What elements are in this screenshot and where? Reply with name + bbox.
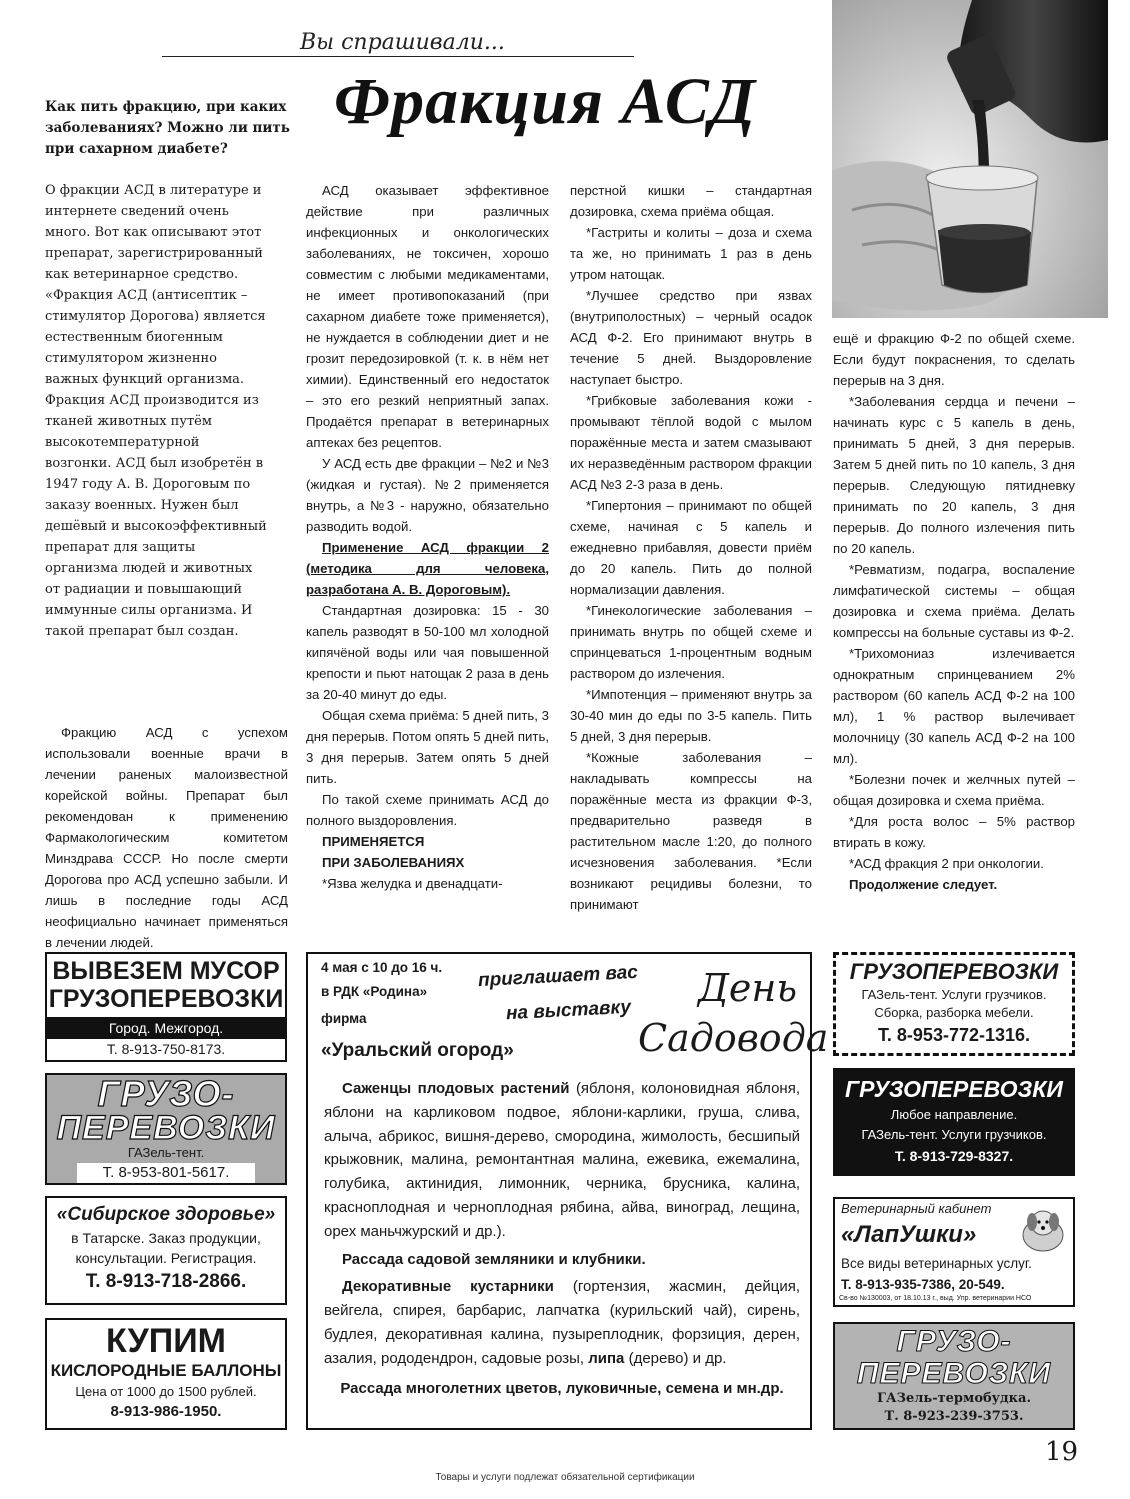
- perennials-line: Рассада многолетних цветов, луковичные, семена и мн.др.: [340, 1379, 784, 1397]
- ad-phone: 8-913-986-1950.: [110, 1403, 222, 1420]
- ad-phone: Т. 8-953-801-5617.: [77, 1163, 255, 1183]
- ad-band: Город. Межгород.: [47, 1017, 285, 1039]
- history-paragraph: Фракцию АСД с успехом использовали военные врачи в лечении раненых малоизвестной корейской войны. Препарат был рекомендован к применению Фармакологическим комитетом Минздрава СССР. Но после смерти Дорогова про АСД успешно забыли. И лишь в последние годы АСД неофициально начинает применяться в лечении людей.: [45, 725, 288, 950]
- paragraph: *АСД фракция 2 при онкологии.: [849, 856, 1044, 871]
- vet-top: Ветеринарный кабинет: [841, 1201, 992, 1216]
- vet-license: Св-во №130003, от 18.10.13 г., выд. Упр. ветеринарии НСО: [839, 1295, 1032, 1302]
- ad-cargo-3: [833, 1068, 1075, 1176]
- ad-title: ГРУЗОПЕРЕВОЗКИ: [48, 985, 284, 1013]
- paragraph: *Кожные заболевания – накладывать компрессы на поражённые места из фракции Ф-3, предварительно разведя в растительном масле 1:20, до полного исчезновения заболевания. *Если возникают рецидивы болезни, то принимают: [570, 750, 812, 912]
- ad-sub: ГАЗель-термобудка.: [877, 1391, 1031, 1406]
- event-venue: в РДК «Родина»: [321, 984, 428, 999]
- paragraph: *Ревматизм, подагра, воспаление лимфатической системы – общая дозировка и схема приёма. Делать компрессы на больные суставы из Ф-2.: [833, 562, 1075, 640]
- ad-title: ГРУЗО-: [896, 1325, 1012, 1358]
- paragraph: *Импотенция – применяют внутрь за 30-40 мин до еды по 3-5 капель. Пить 5 дней, 3 дня перерыв.: [570, 687, 812, 744]
- strawberry-line: Рассада садовой земляники и клубники.: [342, 1250, 646, 1268]
- ad-garden-exhibition: [306, 952, 829, 1430]
- paragraph: *Гастриты и колиты – доза и схема та же, но принимать 1 раз в день утром натощак.: [570, 225, 812, 282]
- column-2: [306, 180, 549, 894]
- ad-phone: Т. 8-923-239-3753.: [884, 1409, 1024, 1424]
- shrubs-text: (гортензия, жасмин, дейция, вейгела, спирея, барбарис, лапчатка (курильский чай), сирень, будлея, декоративная калина, пузыреплодник, форзиция, дерен, азалия, рододендрон, садовые розы,: [324, 1278, 800, 1367]
- paragraph: Стандартная дозировка: 15 - 30 капель разводят в 50-100 мл холодной кипячёной воды или чая повышенной крепости и пьют натощак 2 раза в день за 20-40 минут до еды.: [306, 603, 549, 702]
- vet-services: Все виды ветеринарных услуг.: [841, 1256, 1032, 1271]
- ad-phone: Т. 8-913-718-2866.: [85, 1271, 247, 1292]
- ad-title: «Сибирское здоровье»: [56, 1204, 276, 1225]
- ad-cargo-2: [833, 952, 1075, 1056]
- paragraph: ещё и фракцию Ф-2 по общей схеме. Если будут покраснения, то сделать перерыв на 3 дня.: [833, 331, 1075, 388]
- page-number: 19: [1045, 1437, 1079, 1467]
- vet-phone: Т. 8-913-935-7386, 20-549.: [841, 1277, 1005, 1292]
- event-date: 4 мая с 10 до 16 ч.: [321, 960, 443, 975]
- paragraph: *Заболевания сердца и печени – начинать курс с 5 капель в день, принимать 5 дней, 3 дня перерыв. Затем 5 дней пить по 10 капель, 3 дня перерыв. Следующую пятидневку принимать по 20 капель, 3 дня перерыв. До полного излечения пить по 20 капель.: [833, 394, 1075, 556]
- certification-note: Товары и услуги подлежат обязательной сертификации: [435, 1472, 695, 1483]
- ad-line: в Татарске. Заказ продукции,: [71, 1230, 261, 1246]
- ad-garbage-removal: [45, 952, 287, 1062]
- photo-illustration: [832, 0, 1108, 318]
- shrubs-lipa: липа: [588, 1349, 625, 1367]
- intro-paragraph: О фракции АСД в литературе и интернете сведений очень много. Вот как описывают этот препарат, зарегистрированный как ветеринарное средство. «Фракция АСД (антисептик – стимулятор Дорогова) является естественным биогенным стимулятором жизненно важных функций организма. Фракция АСД производится из тканей животных путём высокотемпературной возгонки. АСД был изобретён в 1947 году А. В. Дороговым по заказу военных. Нужен был дешёвый и высокоэффективный препарат для защиты организма людей и животных от радиации и повышающий иммунные силы организма. И такой препарат был создан.: [45, 183, 267, 639]
- ad-vet-clinic: [833, 1197, 1075, 1307]
- paragraph: *Лучшее средство при язвах (внутриполостных) – черный осадок АСД Ф-2. Его принимают внутрь в течение 5 дней. Выздоровление наступает быстро.: [570, 288, 812, 387]
- shrubs-label: Декоративные кустарники: [342, 1278, 554, 1296]
- ad-title: ГРУЗОПЕРЕВОЗКИ: [845, 1076, 1063, 1102]
- event-firm-label: фирма: [321, 1011, 367, 1026]
- ad-title: ПЕРЕВОЗКИ: [856, 1357, 1052, 1390]
- ad-title: ГРУЗО-: [97, 1073, 235, 1114]
- applies-heading: ПРИМЕНЯЕТСЯ: [322, 834, 425, 849]
- method-heading: Применение АСД фракции 2 (методика для человека, разработана А. В. Дороговым).: [306, 540, 549, 597]
- ad-sub: КИСЛОРОДНЫЕ БАЛЛОНЫ: [50, 1361, 282, 1380]
- ad-phone: Т. 8-953-772-1316.: [877, 1025, 1031, 1045]
- paragraph: *Трихомониаз излечивается однократным спринцеванием 2% раствором (60 капель АСД Ф-2 на 100 мл), 1 % раствор вылечивает молочницу (30 капель АСД Ф-2 на 100 мл).: [833, 646, 1075, 766]
- puppy-icon: [1015, 1205, 1071, 1255]
- ad-phone: Т. 8-913-750-8173.: [106, 1041, 226, 1057]
- ad-cargo-1: [45, 1073, 287, 1185]
- seedlings-text: (яблоня, колоновидная яблоня, яблони на карликовом подвое, яблони-карлики, груша, слива, алыча, абрикос, вишня-дерево, смородина, жимолость, бесшипый крыжовник, малина, ремонтантная малина, ежевика, ежемалина, голубика, актинидия, лимонник, черника, брусника, калина, красноплодная и черноплодная рябина, айва, виноград, лещина, орех маньчжурский и др.).: [324, 1080, 800, 1240]
- invite-text: на выставку: [505, 996, 632, 1025]
- vet-name: «ЛапУшки»: [841, 1221, 977, 1248]
- ad-buy-cylinders: [45, 1318, 287, 1430]
- ad-title: ВЫВЕЗЕМ МУСОР: [52, 957, 280, 985]
- firm-name: «Уральский огород»: [321, 1040, 514, 1061]
- continued-note: Продолжение следует.: [849, 877, 998, 892]
- ad-sub: ГАЗель-тент.: [127, 1145, 205, 1160]
- paragraph: По такой схеме принимать АСД до полного выздоровления.: [306, 792, 549, 828]
- column-3: [570, 180, 812, 915]
- seedlings-label: Саженцы плодовых растений: [342, 1080, 570, 1097]
- ad-body: [324, 1077, 800, 1400]
- ad-price: Цена от 1000 до 1500 рублей.: [75, 1384, 257, 1399]
- paragraph: перстной кишки – стандартная дозировка, схема приёма общая.: [570, 183, 812, 219]
- section-kicker: Вы спрашивали...: [300, 30, 505, 55]
- seedlings-paragraph: [324, 1077, 800, 1244]
- paragraph: *Гинекологические заболевания – принимать внутрь по общей схеме и спринцеваться 1-процентным водным раствором до излечения.: [570, 603, 812, 681]
- applies-heading: ПРИ ЗАБОЛЕВАНИЯХ: [322, 855, 465, 870]
- ad-phone: Т. 8-913-729-8327.: [894, 1148, 1014, 1164]
- paragraph: *Гипертония – принимают по общей схеме, начиная с 5 капель и ежедневно прибавляя, довести приём до 20 капель. Пить до полной нормализации давления.: [570, 498, 812, 597]
- paragraph: У АСД есть две фракции – №2 и №3 (жидкая и густая). №2 применяется внутрь, а №3 - наружно, обязательно разводить водой.: [306, 456, 549, 534]
- column-4: [833, 328, 1075, 895]
- ad-line: Любое направление.: [890, 1107, 1018, 1122]
- event-title: Садовода: [638, 1016, 829, 1060]
- ad-line: ГАЗель-тент. Услуги грузчиков.: [861, 1127, 1047, 1142]
- ad-title: КУПИМ: [106, 1322, 226, 1360]
- photo-pouring-liquid: [832, 0, 1108, 318]
- ad-line: Сборка, разборка мебели.: [874, 1005, 1034, 1020]
- paragraph: *Болезни почек и желчных путей – общая дозировка и схема приёма.: [833, 772, 1075, 808]
- ad-line: ГАЗель-тент. Услуги грузчиков.: [861, 987, 1047, 1002]
- column-1-intro: [45, 180, 270, 642]
- paragraph: *Язва желудка и двенадцати-: [322, 876, 503, 891]
- column-1-history: [45, 722, 288, 953]
- shrubs-paragraph: [324, 1275, 800, 1370]
- paragraph: Общая схема приёма: 5 дней пить, 3 дня перерыв. Потом опять 5 дней пить, 3 дня перерыв. Затем опять 5 дней пить.: [306, 708, 549, 786]
- ad-siberian-health: [45, 1196, 287, 1305]
- kicker-rule: [162, 56, 634, 57]
- paragraph: АСД оказывает эффективное действие при различных инфекционных и онкологических заболеваниях, не токсичен, хорошо совместим с любыми медикаментами, не имеет противопоказаний (при сахарном диабете тоже применяется), не нуждается в соблюдении диет и не грозит передозировкой (т. к. в нём нет химии). Единственный его недостаток – это его резкий неприятный запах. Продаётся препарат в ветеринарных аптеках без рецептов.: [306, 183, 549, 450]
- ad-cargo-4: [833, 1322, 1075, 1430]
- paragraph: *Для роста волос – 5% раствор втирать в кожу.: [833, 814, 1075, 850]
- shrubs-end: (дерево) и др.: [628, 1349, 727, 1367]
- event-title: День: [698, 966, 798, 1010]
- article-headline: Фракция АСД: [334, 65, 756, 138]
- ad-line: консультации. Регистрация.: [75, 1250, 257, 1266]
- invite-text: приглашает вас: [477, 961, 639, 992]
- ad-title: ПЕРЕВОЗКИ: [56, 1109, 276, 1147]
- ad-title: ГРУЗОПЕРЕВОЗКИ: [849, 959, 1059, 984]
- paragraph: *Грибковые заболевания кожи - промывают тёплой водой с мылом поражённые места и затем смазывают их неразведённым раствором фракции АСД №3 2-3 раза в день.: [570, 393, 812, 492]
- reader-question: Как пить фракцию, при каких заболеваниях? Можно ли пить при сахарном диабете?: [45, 99, 290, 157]
